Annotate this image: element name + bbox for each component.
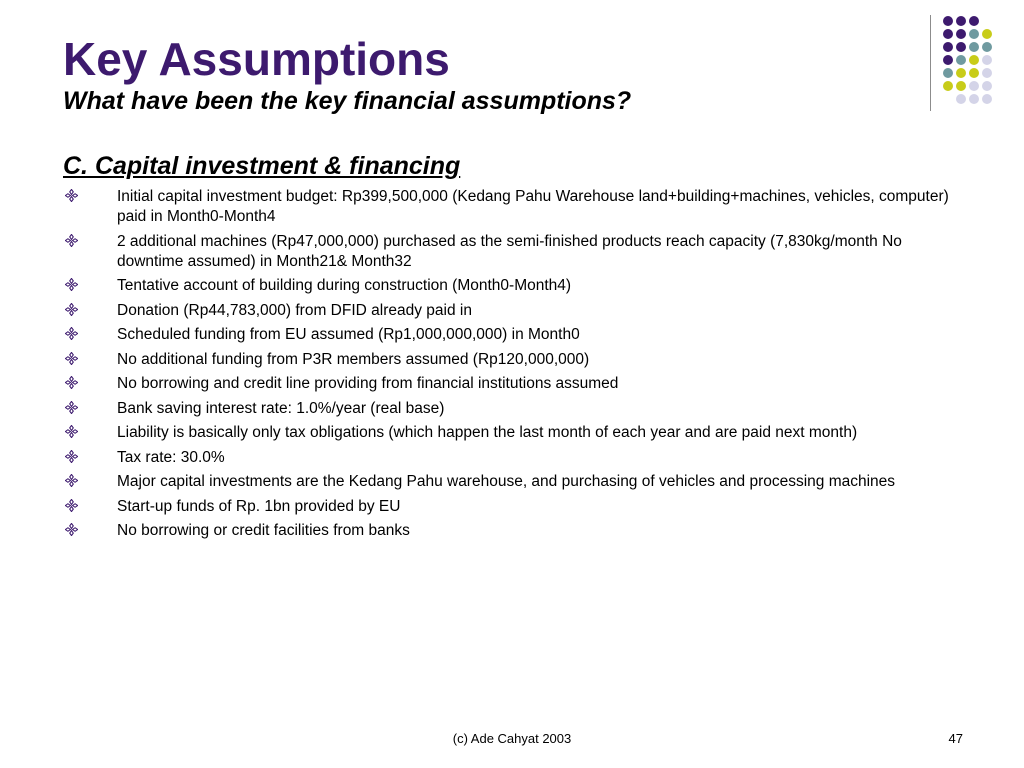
diamond-bullet-icon xyxy=(65,376,78,389)
decorative-dot xyxy=(956,68,966,78)
decorative-dot xyxy=(956,94,966,104)
bullet-text: No borrowing or credit facilities from banks xyxy=(117,522,410,539)
decorative-dot xyxy=(969,81,979,91)
decorative-dot xyxy=(943,16,953,26)
decorative-dot xyxy=(956,16,966,26)
bullet-item xyxy=(63,399,963,419)
diamond-bullet-icon xyxy=(65,401,78,414)
diamond-bullet-icon xyxy=(65,523,78,536)
bullet-text: No borrowing and credit line providing from financial institutions assumed xyxy=(117,375,619,392)
slide-title: Key Assumptions xyxy=(63,33,450,85)
bullet-item xyxy=(63,276,963,296)
bullet-item xyxy=(63,374,963,394)
bullet-item xyxy=(63,301,963,321)
bullet-text: Tentative account of building during construction (Month0-Month4) xyxy=(117,277,572,294)
diamond-bullet-icon xyxy=(65,234,78,247)
decorative-dot xyxy=(956,55,966,65)
decorative-dot xyxy=(982,94,992,104)
decorative-dot xyxy=(982,55,992,65)
bullet-text: Tax rate: 30.0% xyxy=(117,448,225,466)
diamond-bullet-icon xyxy=(65,450,78,463)
bullet-item xyxy=(63,497,963,517)
diamond-bullet-icon xyxy=(65,352,78,365)
diamond-bullet-icon xyxy=(65,303,78,316)
decorative-dot xyxy=(969,55,979,65)
decorative-dot xyxy=(982,68,992,78)
decorative-dot xyxy=(982,29,992,39)
page-number: 47 xyxy=(948,731,963,746)
decorative-dot xyxy=(943,81,953,91)
footer-copyright: (c) Ade Cahyat 2003 xyxy=(452,731,572,746)
decorative-dot xyxy=(982,81,992,91)
diamond-bullet-icon xyxy=(65,425,78,438)
bullet-text: No additional funding from P3R members assumed (Rp120,000,000) xyxy=(117,350,590,368)
bullet-item xyxy=(63,232,963,272)
decorative-dot xyxy=(969,42,979,52)
bullet-text: Bank saving interest rate: 1.0%/year (real base) xyxy=(117,399,445,417)
bullet-item xyxy=(63,423,963,443)
decorative-dot xyxy=(982,42,992,52)
bullet-text: Start-up funds of Rp. 1bn provided by EU xyxy=(117,497,401,515)
decorative-dot xyxy=(943,42,953,52)
bullet-text: 2 additional machines (Rp47,000,000) purchased as the semi-finished products reach capacity (7,830kg/month No downtime assumed) in Month21& Month32 xyxy=(117,232,902,270)
bullet-list xyxy=(63,187,963,546)
diamond-bullet-icon xyxy=(65,189,78,202)
bullet-text: Initial capital investment budget: Rp399,500,000 (Kedang Pahu Warehouse land+building+machines, vehicles, computer) paid in Month0-Month4 xyxy=(117,188,949,225)
decorative-dot xyxy=(956,29,966,39)
decorative-dot xyxy=(956,42,966,52)
decorative-dot xyxy=(943,68,953,78)
decorative-dot xyxy=(969,94,979,104)
diamond-bullet-icon xyxy=(65,327,78,340)
bullet-item xyxy=(63,325,963,345)
decorative-dot xyxy=(956,81,966,91)
decorative-dot xyxy=(969,16,979,26)
bullet-text: Donation (Rp44,783,000) from DFID already paid in xyxy=(117,301,472,319)
diamond-bullet-icon xyxy=(65,278,78,291)
bullet-item xyxy=(63,521,963,541)
decorative-dot xyxy=(943,29,953,39)
diamond-bullet-icon xyxy=(65,499,78,512)
bullet-text: Liability is basically only tax obligations (which happen the last month of each year and are paid next month) xyxy=(117,424,858,441)
decorative-dot xyxy=(943,55,953,65)
diamond-bullet-icon xyxy=(65,474,78,487)
decorative-divider xyxy=(930,15,931,111)
section-heading: C. Capital investment & financing xyxy=(63,152,461,180)
bullet-item xyxy=(63,350,963,370)
slide-subtitle: What have been the key financial assumptions? xyxy=(63,87,632,115)
bullet-text: Scheduled funding from EU assumed (Rp1,000,000,000) in Month0 xyxy=(117,326,580,343)
bullet-item xyxy=(63,472,963,492)
bullet-item xyxy=(63,187,963,227)
bullet-text: Major capital investments are the Kedang Pahu warehouse, and purchasing of vehicles and processing machines xyxy=(117,473,896,490)
decorative-dot xyxy=(969,29,979,39)
bullet-item xyxy=(63,448,963,468)
decorative-dot xyxy=(969,68,979,78)
